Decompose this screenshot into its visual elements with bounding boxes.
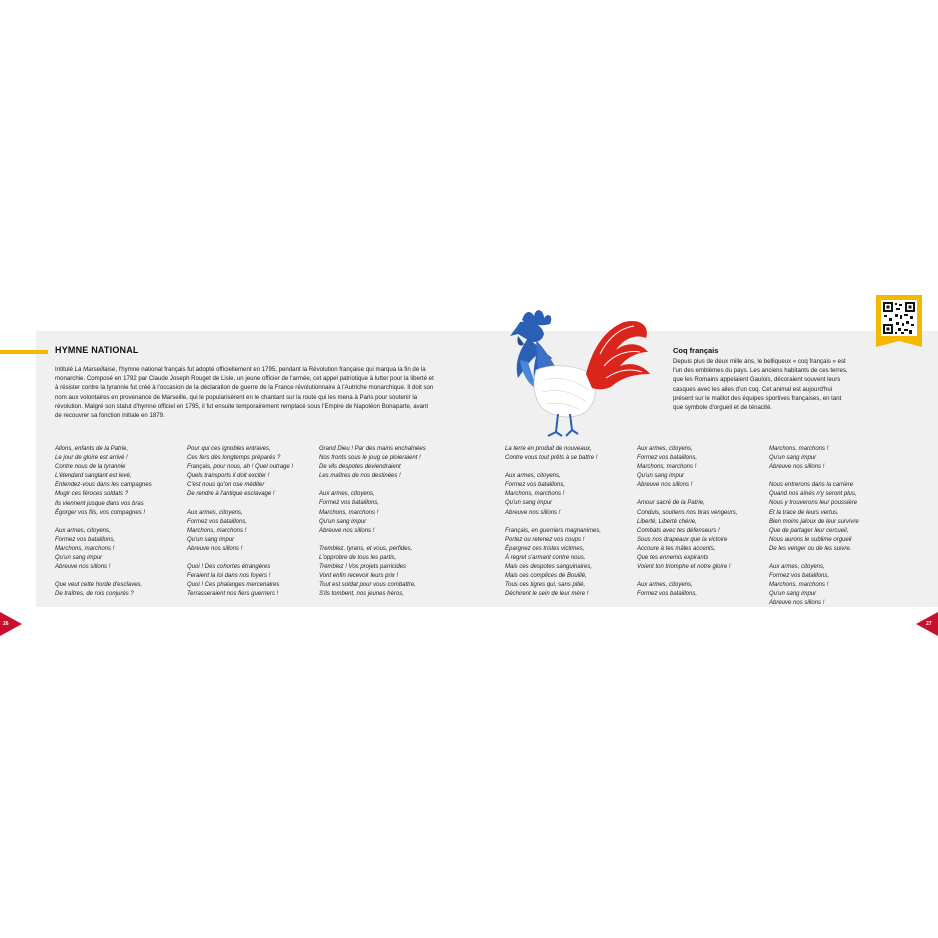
lyric-line: Abreuve nos sillons ! xyxy=(769,600,825,607)
lyric-line: Qu'un sang impur xyxy=(637,473,685,480)
lyric-line: Marchons, marchons ! xyxy=(637,464,697,471)
lyric-line: Conduis, soutiens nos bras vengeurs, xyxy=(637,509,738,516)
yellow-accent-bar xyxy=(0,350,48,354)
page-number-left: 26 xyxy=(3,621,9,627)
lyric-line: Aux armes, citoyens, xyxy=(187,509,243,516)
qr-code-icon[interactable] xyxy=(876,295,922,353)
lyric-line: De rendre à l'antique esclavage ! xyxy=(187,491,275,498)
lyric-line: Français, pour nous, ah ! Quel outrage ! xyxy=(187,464,294,471)
lyric-line: Que veut cette horde d'esclaves, xyxy=(55,582,143,589)
lyric-line: Ils viennent jusque dans vos bras xyxy=(55,500,144,507)
stanza xyxy=(505,527,631,600)
lyric-line: Abreuve nos sillons ! xyxy=(55,564,111,571)
lyric-line: Tremblez, tyrans, et vous, perfides, xyxy=(319,545,413,552)
stanza xyxy=(769,563,895,608)
lyric-line: Aux armes, citoyens, xyxy=(505,473,561,480)
lyric-line: Marchons, marchons ! xyxy=(55,545,115,552)
lyric-line: Abreuve nos sillons ! xyxy=(187,545,243,552)
lyric-line: Égorger vos fils, vos compagnes ! xyxy=(55,509,146,516)
lyrics-column-4 xyxy=(505,445,631,608)
lyric-line: C'est nous qu'on ose méditer xyxy=(187,482,265,489)
lyric-line: Portez ou retenez vos coups ! xyxy=(505,536,585,543)
lyric-line: Tout est soldat pour vous combattre, xyxy=(319,582,416,589)
lyric-line: Épargnez ces tristes victimes, xyxy=(505,545,585,552)
lyric-line: De les venger ou de les suivre. xyxy=(769,545,852,552)
lyric-line: Contre vous tout prêts à se battre ! xyxy=(505,455,598,462)
lyric-line: Quoi ! Des cohortes étrangères xyxy=(187,564,271,571)
lyric-line: Formez vos bataillons, xyxy=(505,482,566,489)
lyric-line: S'ils tombent, nos jeunes héros, xyxy=(319,591,404,598)
stanza xyxy=(55,581,181,599)
coq-heading: Coq français xyxy=(673,346,719,355)
lyric-line: Sous nos drapeaux que la victoire xyxy=(637,536,728,543)
lyric-line: Accoure à tes mâles accents, xyxy=(637,545,716,552)
lyric-line: Quoi ! Ces phalanges mercenaires xyxy=(187,582,280,589)
lyric-line: Formez vos bataillons, xyxy=(637,455,698,462)
lyric-line: Bien moins jaloux de leur survivre xyxy=(769,518,859,525)
stanza xyxy=(187,509,313,554)
lyrics-column-6 xyxy=(769,445,895,618)
lyric-line: Voient ton triomphe et notre gloire ! xyxy=(637,564,731,571)
lyric-line: Contre nous de la tyrannie xyxy=(55,464,126,471)
lyric-line: Tous ces tigres qui, sans pitié, xyxy=(505,582,586,589)
lyric-line: Déchirent le sein de leur mère ! xyxy=(505,591,589,598)
lyric-line: De traîtres, de rois conjurés ? xyxy=(55,591,134,598)
lyric-line: Combats avec tes défenseurs ! xyxy=(637,527,720,534)
lyric-line: Aux armes, citoyens, xyxy=(637,446,693,452)
stanza xyxy=(187,563,313,599)
stanza xyxy=(319,445,445,481)
lyric-line: Liberté, Liberté chérie, xyxy=(637,518,697,525)
lyrics-column-1 xyxy=(55,445,181,608)
lyric-line: Qu'un sang impur xyxy=(55,555,103,562)
lyric-line: Mais ces complices de Bouillé, xyxy=(505,573,587,580)
lyric-line: Qu'un sang impur xyxy=(319,518,367,525)
lyric-line: Abreuve nos sillons ! xyxy=(637,482,693,489)
lyric-line: Abreuve nos sillons ! xyxy=(505,509,561,516)
stanza xyxy=(505,445,631,463)
lyric-line: Allons, enfants de la Patrie, xyxy=(55,446,129,452)
anthem-title-italic: La Marseillaise xyxy=(74,366,116,373)
stanza xyxy=(319,545,445,600)
stanza xyxy=(637,581,763,599)
lyric-line: L'étendard sanglant est levé, xyxy=(55,473,132,480)
lyrics-column-3 xyxy=(319,445,445,608)
lyric-line: Formez vos bataillons, xyxy=(319,500,380,507)
stanza xyxy=(55,445,181,518)
lyric-line: Qu'un sang impur xyxy=(769,455,817,462)
lyric-line: Marchons, marchons ! xyxy=(187,527,247,534)
lyric-line: Abreuve nos sillons ! xyxy=(769,464,825,471)
lyric-line: Amour sacré de la Patrie, xyxy=(637,500,705,507)
lyric-line: Quels transports il doit exciter ! xyxy=(187,473,270,480)
lyric-line: Formez vos bataillons, xyxy=(187,518,248,525)
lyric-line: Que tes ennemis expirants xyxy=(637,555,709,562)
lyric-line: Nos fronts sous le joug se ploieraient ! xyxy=(319,455,421,462)
stanza xyxy=(55,527,181,572)
stanza xyxy=(637,445,763,490)
lyric-line: Qu'un sang impur xyxy=(769,591,817,598)
lyric-line: Marchons, marchons ! xyxy=(505,491,565,498)
stanza xyxy=(769,445,895,472)
lyric-line: Et la trace de leurs vertus. xyxy=(769,509,839,516)
lyric-line: Les maîtres de nos destinées ! xyxy=(319,473,401,480)
lyric-line: Pour qui ces ignobles entraves, xyxy=(187,446,271,452)
lyric-line: Français, en guerriers magnanimes, xyxy=(505,527,602,534)
lyrics-column-2 xyxy=(187,445,313,608)
lyric-line: Formez vos bataillons, xyxy=(55,536,116,543)
stanza xyxy=(769,481,895,554)
lyric-line: De vils despotes deviendraient xyxy=(319,464,401,471)
stanza xyxy=(505,472,631,517)
stanza xyxy=(637,499,763,572)
lyric-line: Nous aurons le sublime orgueil xyxy=(769,536,852,543)
lyric-line: La terre en produit de nouveaux, xyxy=(505,446,592,452)
lyric-line: À regret s'armant contre nous. xyxy=(505,554,586,561)
lyric-line: Nous entrerons dans la carrière xyxy=(769,482,854,489)
lyric-line: Aux armes, citoyens, xyxy=(55,527,111,534)
lyric-line: Marchons, marchons ! xyxy=(319,509,379,516)
lyric-line: Le jour de gloire est arrivé ! xyxy=(55,455,128,462)
lyric-line: Entendez-vous dans les campagnes xyxy=(55,482,152,489)
rooster-illustration xyxy=(500,300,670,445)
coq-paragraph: Depuis plus de deux mille ans, le belliqueux « coq français » est l'un des emblèmes du pays. Les anciens habitants de ces terres, que les Romains appelaient Gaulois, décoraient souvent leurs casques avec les ailes d'un coq. Cet animal est aujourd'hui présent sur le maillot des équipes sportives françaises, en tant que symbole d'orgueil et de ténacité. xyxy=(673,358,848,412)
lyric-line: Aux armes, citoyens, xyxy=(319,491,375,498)
lyric-line: Formez vos bataillons, xyxy=(769,573,830,580)
lyric-line: Nous y trouverons leur poussière xyxy=(769,500,858,507)
lyric-line: Qu'un sang impur xyxy=(187,536,235,543)
lyric-line: Quand nos aînés n'y seront plus, xyxy=(769,491,857,498)
lyric-line: Aux armes, citoyens, xyxy=(769,564,825,571)
stanza xyxy=(187,445,313,500)
lyric-line: Grand Dieu ! Par des mains enchaînées xyxy=(319,446,426,452)
lyric-line: Terrasseraient nos fiers guerriers ! xyxy=(187,591,279,598)
lyric-line: Vont enfin recevoir leurs prix ! xyxy=(319,573,399,580)
stanza xyxy=(319,490,445,535)
lyric-line: L'opprobre de tous les partis, xyxy=(319,554,397,561)
lyric-line: Ces fers dès longtemps préparés ? xyxy=(187,455,281,462)
lyric-line: Mais ces despotes sanguinaires, xyxy=(505,564,593,571)
lyric-line: Marchons, marchons ! xyxy=(769,582,829,589)
lyric-line: Que de partager leur cercueil, xyxy=(769,527,849,534)
lyrics-column-5 xyxy=(637,445,763,608)
lyric-line: Marchons, marchons ! xyxy=(769,446,829,452)
lyric-line: Tremblez ! Vos projets parricides xyxy=(319,564,407,571)
page-number-right: 27 xyxy=(926,621,932,627)
lyric-line: Aux armes, citoyens, xyxy=(637,582,693,589)
lyric-line: Abreuve nos sillons ! xyxy=(319,527,375,534)
section-title: HYMNE NATIONAL xyxy=(55,345,139,355)
lyric-line: Formez vos bataillons, xyxy=(637,591,698,598)
intro-paragraph: Intitulé La Marseillaise, l'hymne national français fut adopté officiellement en 1795, pendant la Révolution française qui marqua la fin de la monarchie. Composé en 1792 par Claude Joseph Rouget de Lisle, un jeune officier de l'armée, cet appel patriotique à lutter pour la liberté et à résister contre la tyrannie fut créé à l'occasion de la déclaration de guerre de la France révolutionnaire à l'Autriche monarchique. Il doit son nom aux volontaires en provenance de Marseille, qui le popularisèrent en le chantant sur la route qui les mena à Paris pour soutenir la révolution. Malgré son statut d'hymne officiel en 1795, il fut ensuite temporairement remplacé sous l'Empire de Napoléon Bonaparte, avant de recouvrer sa fonction initiale en 1879. xyxy=(55,366,434,420)
lyric-line: Qu'un sang impur xyxy=(505,500,553,507)
lyric-line: Mugir ces féroces soldats ? xyxy=(55,491,129,498)
lyric-line: Feraient la loi dans nos foyers ! xyxy=(187,573,271,580)
